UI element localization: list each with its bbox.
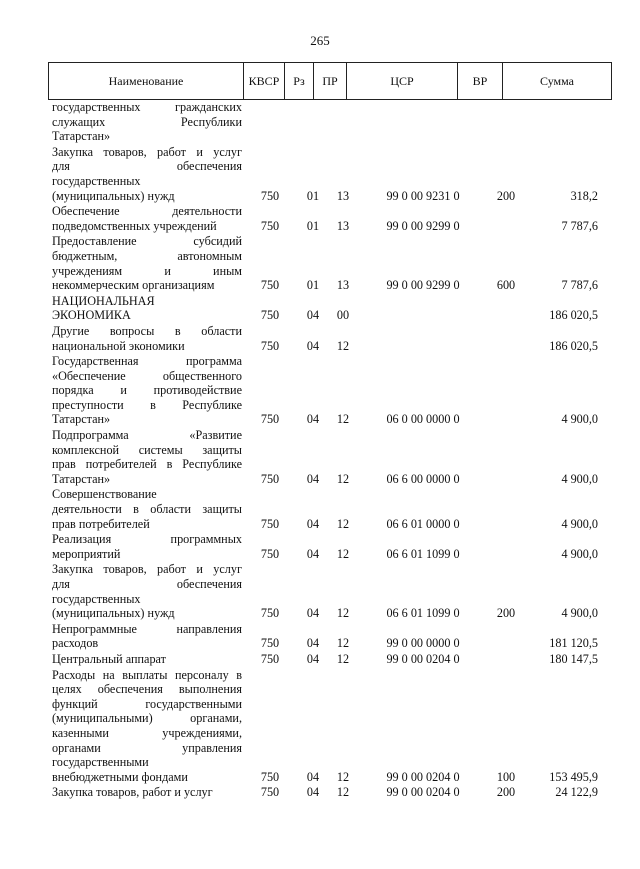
row-name-line: бюджетным, автономным [52,248,242,263]
row-pr: 00 [336,308,350,323]
row-name-line: Закупка товаров, работ и услуг [52,144,242,159]
row-name-line: служащих Республики [52,114,242,129]
row-name-line: государственных [52,173,141,188]
header-kvsr: КВСР [244,63,285,100]
row-rz: 04 [306,606,320,621]
row-pr: 12 [336,338,350,353]
table-row [48,487,608,531]
row-name-line: расходов [52,636,99,651]
row-name-line: учреждениям и иным [52,263,242,278]
row-name-line: мероприятий [52,546,121,561]
row-name-line: государственными [52,755,149,770]
row-name [48,652,242,667]
row-name [48,324,242,353]
row-name-line: для обеспечения [52,159,242,174]
row-name [48,622,242,651]
row-kvsr: 750 [260,278,280,293]
row-name [48,204,242,233]
row-name [48,145,242,203]
row-name-line: подведомственных учреждений [52,218,217,233]
row-rz: 01 [306,218,320,233]
row-rz: 04 [306,308,320,323]
header-name: Наименование [49,63,244,100]
row-sum: 7 787,6 [561,218,598,233]
row-kvsr: 750 [260,412,280,427]
row-name-line: Расходы на выплаты персоналу в [52,667,242,682]
row-name-line: Другие вопросы в области [52,323,242,338]
row-name-line: Реализация программных [52,532,242,547]
header-pr: ПР [314,63,347,100]
table-row [48,204,608,233]
row-pr: 13 [336,188,350,203]
row-pr: 12 [336,412,350,427]
row-name [48,785,242,800]
row-pr: 12 [336,516,350,531]
row-name [48,562,242,620]
row-kvsr: 750 [260,636,280,651]
row-rz: 04 [306,785,320,800]
row-name-line: внебюджетными фондами [52,769,188,784]
row-sum: 7 787,6 [561,278,598,293]
row-name-line: прав потребителей в Республике [52,457,242,472]
row-rz: 04 [306,769,320,784]
row-name-line: прав потребителей [52,516,150,531]
row-name-line: Татарстан» [52,129,111,144]
row-csr: 99 0 00 0204 0 [386,651,460,666]
row-name-line: органами управления [52,740,242,755]
row-name-line: Государственная программа [52,354,242,369]
row-sum: 24 122,9 [555,785,598,800]
table-row [48,294,608,323]
row-sum: 186 020,5 [549,308,598,323]
row-kvsr: 750 [260,516,280,531]
row-rz: 01 [306,188,320,203]
row-kvsr: 750 [260,308,280,323]
table-row [48,785,608,800]
row-name-line: Обеспечение деятельности [52,204,242,219]
row-name-line: государственных [52,591,141,606]
row-csr: 99 0 00 9299 0 [386,218,460,233]
row-name-line: для обеспечения [52,577,242,591]
row-kvsr: 750 [260,546,280,561]
row-name [48,294,242,323]
row-rz: 04 [306,636,320,651]
row-sum: 186 020,5 [549,338,598,353]
row-name-line: (муниципальными) органами, [52,711,242,726]
row-name-line: Непрограммные направления [52,621,242,636]
row-name-line: Центральный аппарат [52,651,166,666]
row-sum: 4 900,0 [561,546,598,561]
table-row [48,562,608,620]
row-name [48,100,242,144]
row-sum: 4 900,0 [561,412,598,427]
row-vr: 200 [496,188,516,203]
row-vr: 600 [496,278,516,293]
table-row [48,622,608,651]
row-csr: 06 6 00 0000 0 [386,471,460,486]
table-row [48,324,608,353]
row-name-line: государственных гражданских [52,100,242,114]
row-name-line: НАЦИОНАЛЬНАЯ [52,293,155,308]
row-rz: 01 [306,278,320,293]
row-name [48,234,242,292]
row-name-line: казенными учреждениями, [52,725,242,740]
row-kvsr: 750 [260,338,280,353]
row-vr: 200 [496,785,516,800]
row-sum: 153 495,9 [549,769,598,784]
row-kvsr: 750 [260,606,280,621]
row-pr: 12 [336,606,350,621]
row-kvsr: 750 [260,218,280,233]
row-sum: 181 120,5 [549,636,598,651]
table-header [48,62,612,100]
row-name-line: (муниципальных) нужд [52,188,175,203]
row-rz: 04 [306,338,320,353]
row-name-line: преступности в Республике [52,397,242,412]
row-kvsr: 750 [260,651,280,666]
page-number: 265 [310,33,330,48]
row-name-line: национальной экономики [52,338,185,353]
row-rz: 04 [306,471,320,486]
row-kvsr: 750 [260,769,280,784]
table-row [48,428,608,486]
header-csr: ЦСР [347,63,458,100]
row-name [48,354,242,427]
table-row [48,532,608,561]
row-pr: 12 [336,546,350,561]
row-name-line: «Обеспечение общественного [52,368,242,383]
row-name-line: порядка и противодействие [52,383,242,398]
row-name [48,668,242,785]
row-csr: 06 0 00 0000 0 [386,412,460,427]
row-kvsr: 750 [260,471,280,486]
row-rz: 04 [306,546,320,561]
header-sum: Сумма [503,63,612,100]
table-row [48,100,608,144]
row-sum: 4 900,0 [561,516,598,531]
row-name-line: некоммерческим организациям [52,278,215,293]
row-name-line: Татарстан» [52,412,111,427]
row-name-line: комплексной системы защиты [52,442,242,457]
table-row [48,234,608,292]
row-rz: 04 [306,651,320,666]
row-csr: 99 0 00 9231 0 [386,188,460,203]
row-name-line: Предоставление субсидий [52,234,242,249]
row-sum: 4 900,0 [561,606,598,621]
row-name-line: (муниципальных) нужд [52,606,175,621]
row-pr: 13 [336,278,350,293]
row-name-line: Закупка товаров, работ и услуг [52,785,213,800]
row-kvsr: 750 [260,785,280,800]
row-sum: 318,2 [570,188,598,203]
row-csr: 99 0 00 0204 0 [386,785,460,800]
row-name [48,487,242,531]
row-name-line: ЭКОНОМИКА [52,308,131,323]
row-rz: 04 [306,516,320,531]
row-pr: 12 [336,471,350,486]
row-sum: 4 900,0 [561,471,598,486]
row-kvsr: 750 [260,188,280,203]
row-pr: 12 [336,651,350,666]
row-vr: 100 [496,769,516,784]
row-name-line: Совершенствование [52,487,157,502]
table-row [48,354,608,427]
row-name [48,532,242,561]
row-pr: 12 [336,769,350,784]
header-vr: ВР [458,63,503,100]
row-name [48,428,242,486]
row-csr: 99 0 00 9299 0 [386,278,460,293]
row-csr: 99 0 00 0204 0 [386,769,460,784]
row-name-line: целях обеспечения выполнения [52,682,242,697]
row-pr: 13 [336,218,350,233]
table-body [48,100,608,801]
row-csr: 06 6 01 1099 0 [386,546,460,561]
row-name-line: Закупка товаров, работ и услуг [52,562,242,577]
row-csr: 06 6 01 0000 0 [386,516,460,531]
table-row [48,652,608,667]
row-pr: 12 [336,636,350,651]
row-name-line: деятельности в области защиты [52,502,242,517]
row-csr: 06 6 01 1099 0 [386,606,460,621]
row-name-line: Татарстан» [52,471,111,486]
row-name-line: Подпрограмма «Развитие [52,428,242,443]
table-row [48,668,608,785]
row-rz: 04 [306,412,320,427]
table-row [48,145,608,203]
row-name-line: функций государственными [52,696,242,711]
header-rz: Рз [285,63,314,100]
row-pr: 12 [336,785,350,800]
row-csr: 99 0 00 0000 0 [386,636,460,651]
row-vr: 200 [496,606,516,621]
row-sum: 180 147,5 [549,651,598,666]
